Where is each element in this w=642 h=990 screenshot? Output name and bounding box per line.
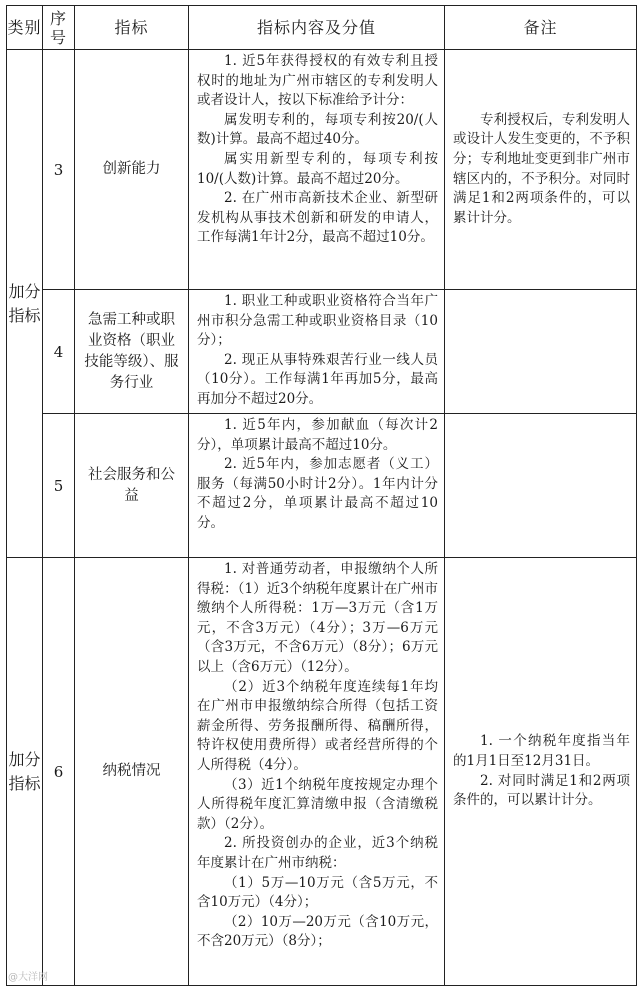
note-cell: [445, 290, 637, 414]
content-cell: [189, 558, 445, 986]
seq-cell: 5: [43, 414, 75, 558]
category-cell: [7, 50, 43, 558]
content-line: 2. 现正从事特殊艰苦行业一线人员（10分）。工作每满1年再加5分，最高再加分不超过20分。: [197, 351, 438, 407]
content-line: 1. 近5年获得授权的有效专利且授权时的地址为广州市辖区的专利发明人或者设计人，按以下标准给予计分：: [197, 53, 438, 109]
content-line: （2）近3个纳税年度连续每1年均在广州市申报缴纳综合所得（包括工资薪金所得、劳务报酬所得、稿酬所得，特许权使用费所得）或者经营所得的个人所得税（4分）。: [197, 678, 438, 773]
seq-cell: 6: [43, 558, 75, 986]
header-seq: 序号: [43, 6, 75, 50]
indicator-cell: 纳税情况: [75, 558, 189, 986]
table-row: [7, 558, 637, 986]
content-line: 2. 所投资创办的企业，近3个纳税年度累计在广州市纳税：: [197, 835, 438, 871]
note-text: 2. 对同时满足1和2两项条件的，可以累计计分。: [453, 772, 630, 809]
content-line: 1. 对普通劳动者，申报缴纳个人所得税：（1）近3个纳税年度累计在广州市缴纳个人所得税：1万—3万元（含1万元，不含3万元）（4分）；3万—6万元（含3万元，不含6万元）（8分）；6万元以上（含6万元）（12分）。: [197, 561, 438, 675]
content-line: 1. 职业工种或职业资格符合当年广州市积分急需工种或职业资格目录（10分）；: [197, 293, 438, 349]
content-line: （1）5万—10万元（含5万元，不含10万元）（4分）；: [197, 874, 438, 911]
content-line: 属发明专利的，每项专利按20/(人数)计算。最高不超过40分。: [197, 111, 438, 148]
content-cell: [189, 290, 445, 414]
table-row: [7, 290, 637, 414]
content-cell: [189, 50, 445, 290]
indicator-table: [6, 5, 637, 986]
header-note: 备注: [445, 6, 637, 50]
table-row: [7, 414, 637, 558]
indicator-cell: 急需工种或职业资格（职业技能等级）、服务行业: [75, 290, 189, 414]
indicator-cell: 社会服务和公益: [75, 414, 189, 558]
category-label: 加分指标: [8, 281, 41, 325]
seq-cell: 3: [43, 50, 75, 290]
table-row: [7, 50, 637, 290]
note-cell: [445, 50, 637, 290]
indicator-cell: 创新能力: [75, 50, 189, 290]
header-content: 指标内容及分值: [189, 6, 445, 50]
content-line: 1. 近5年内，参加献血（每次计2分），单项累计最高不超过10分。: [197, 417, 438, 453]
content-cell: [189, 414, 445, 558]
content-line: 2. 在广州市高新技术企业、新型研发机构从事技术创新和研发的申请人，工作每满1年计2分，最高不超过10分。: [197, 190, 438, 246]
header-indicator: 指标: [75, 6, 189, 50]
header-category: 类别: [7, 6, 43, 50]
category-cell: [7, 558, 43, 986]
watermark-logo: @大洋网: [8, 972, 48, 983]
content-line: 属实用新型专利的，每项专利按10/(人数)计算。最高不超过20分。: [197, 150, 438, 187]
seq-cell: 4: [43, 290, 75, 414]
note-cell: [445, 414, 637, 558]
content-line: （2）10万—20万元（含10万元，不含20万元）（8分）；: [197, 913, 438, 950]
content-line: 2. 近5年内，参加志愿者（义工）服务（每满50小时计2分）。1年内计分不超过2分，单项累计最高不超过10分。: [197, 456, 438, 531]
note-text: 专利授权后，专利发明人或设计人发生变更的，不予积分；专利地址变更到非广州市辖区内的，不予积分。对同时满足1和2两项条件的，可以累计计分。: [453, 111, 630, 226]
category-label: 加分指标: [8, 749, 41, 793]
header-row: [7, 6, 637, 50]
content-line: （3）近1个纳税年度按规定办理个人所得税年度汇算清缴申报（含清缴税款）（2分）。: [197, 776, 438, 832]
note-cell: [445, 558, 637, 986]
note-text: 1. 一个纳税年度指当年的1月1日至12月31日。: [453, 733, 630, 769]
